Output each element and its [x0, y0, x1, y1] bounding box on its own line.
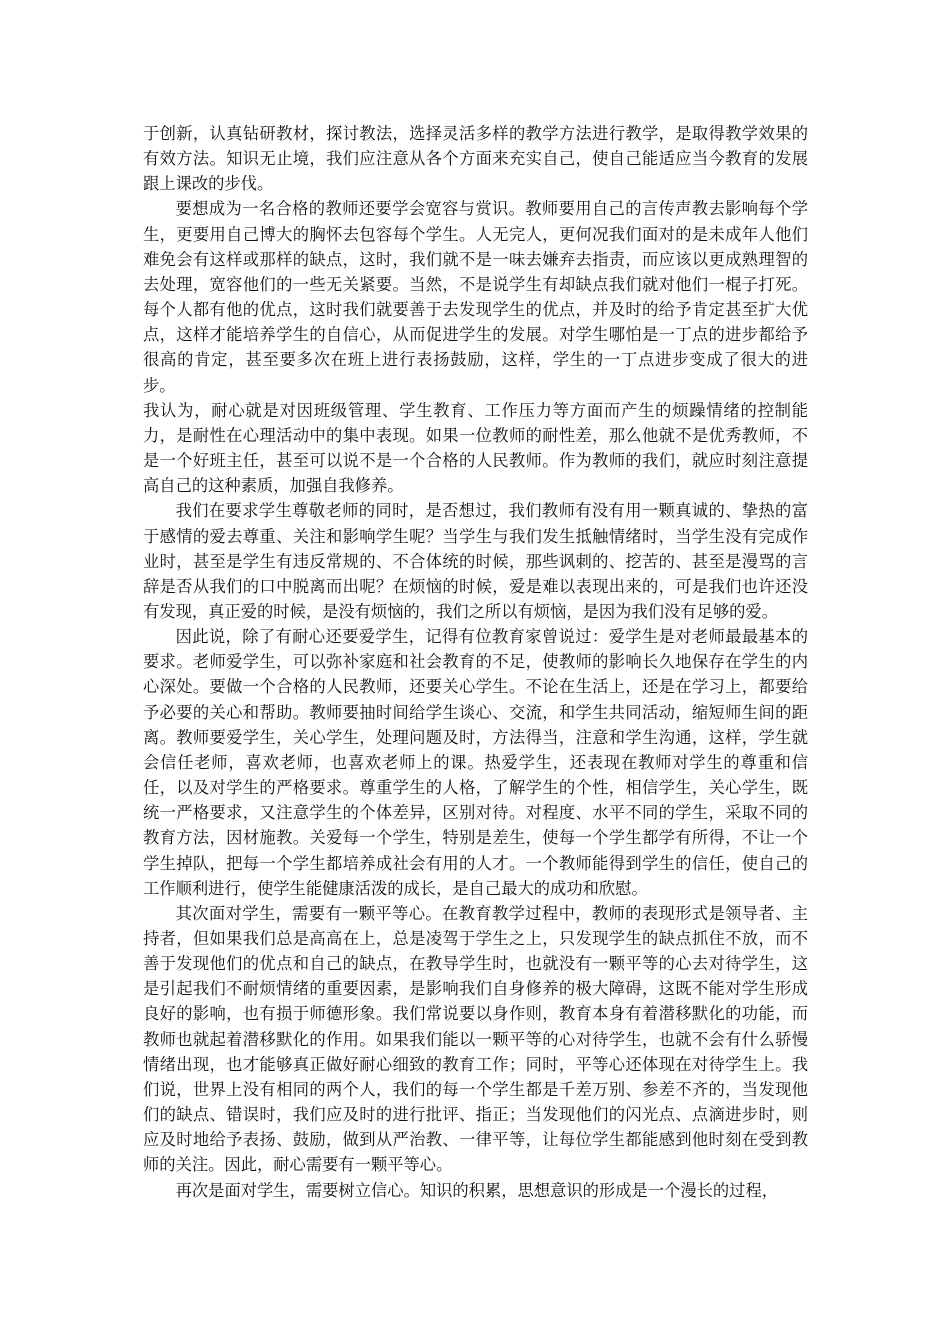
paragraph-2: 要想成为一名合格的教师还要学会宽容与赏识。教师要用自己的言传声教去影响每个学生，更要用自己博大的胸怀去包容每个学生。人无完人，更何况我们面对的是未成年人他们难免会有这样或那样的缺点，这时，我们就不是一味去嫌弃去指责，而应该以更成熟理智的去处理，宽容他们的一些无关紧要。当然，不是说学生有却缺点我们就对他们一棍子打死。每个人都有他的优点，这时我们就要善于去发现学生的优点，并及时的给予肯定甚至扩大优点，这样才能培养学生的自信心，从而促进学生的发展。对学生哪怕是一丁点的进步都给予很高的肯定，甚至要多次在班上进行表扬鼓励，这样，学生的一丁点进步变成了很大的进步。: [143, 199, 808, 395]
paragraph-5: 因此说，除了有耐心还要爱学生，记得有位教育家曾说过：爱学生是对老师最最基本的要求。老师爱学生，可以弥补家庭和社会教育的不足，使教师的影响长久地保存在学生的内心深处。要做一个合格的人民教师，还要关心学生。不论在生活上，还是在学习上，都要给予必要的关心和帮助。教师要抽时间给学生谈心、交流，和学生共同活动，缩短师生间的距离。教师要爱学生，关心学生，处理问题及时，方法得当，注意和学生沟通，这样，学生就会信任老师，喜欢老师，也喜欢老师上的课。热爱学生，还表现在教师对学生的尊重和信任，以及对学生的严格要求。尊重学生的人格，了解学生的个性，相信学生，关心学生，既统一严格要求，又注意学生的个体差异，区别对待。对程度、水平不同的学生，采取不同的教育方法，因材施教。关爱每一个学生，特别是差生，使每一个学生都学有所得，不让一个学生掉队，把每一个学生都培养成社会有用的人才。一个教师能得到学生的信任，使自己的工作顺利进行，使学生能健康活泼的成长，是自己最大的成功和欣慰。: [143, 627, 808, 898]
paragraph-6: 其次面对学生，需要有一颗平等心。在教育教学过程中，教师的表现形式是领导者、主持者，但如果我们总是高高在上，总是凌驾于学生之上，只发现学生的缺点抓住不放，而不善于发现他们的优点和自己的缺点，在教导学生时，也就没有一颗平等的心去对待学生，这是引起我们不耐烦情绪的重要因素，是影响我们自身修养的极大障碍，这既不能对学生形成良好的影响，也有损于师德形象。我们常说要以身作则，教育本身有着潜移默化的功能，而教师也就起着潜移默化的作用。如果我们能以一颗平等的心对待学生，也就不会有什么骄慢情绪出现，也才能够真正做好耐心细致的教育工作；同时，平等心还体现在对待学生上。我们说，世界上没有相同的两个人，我们的每一个学生都是千差万别、参差不齐的，当发现他们的缺点、错误时，我们应及时的进行批评、指正；当发现他们的闪光点、点滴进步时，则应及时地给予表扬、鼓励，做到从严治教、一律平等，让每位学生都能感到他时刻在受到教师的关注。因此，耐心需要有一颗平等心。: [143, 903, 808, 1175]
paragraph-7: 再次是面对学生，需要树立信心。知识的积累，思想意识的形成是一个漫长的过程，: [175, 1180, 779, 1200]
document-page: [143, 121, 808, 1203]
paragraph-3: 我认为，耐心就是对因班级管理、学生教育、工作压力等方面而产生的烦躁情绪的控制能力，是耐性在心理活动中的集中表现。如果一位教师的耐性差，那么他就不是优秀教师，不是一个好班主任，甚至可以说不是一个合格的人民教师。作为教师的我们，就应时刻注意提高自己的这种素质，加强自我修养。: [143, 400, 808, 496]
paragraph-4: 我们在要求学生尊敬老师的同时，是否想过，我们教师有没有用一颗真诚的、挚热的富于感情的爱去尊重、关注和影响学生呢？当学生与我们发生抵触情绪时，当学生没有完成作业时，甚至是学生有违反常规的、不合体统的时候，那些讽刺的、挖苦的、甚至是漫骂的言辞是否从我们的口中脱离而出呢？在烦恼的时候，爱是难以表现出来的，可是我们也许还没有发现，真正爱的时候，是没有烦恼的，我们之所以有烦恼，是因为我们没有足够的爱。: [143, 501, 808, 621]
paragraph-1: 于创新，认真钻研教材，探讨教法，选择灵活多样的教学方法进行教学，是取得教学效果的有效方法。知识无止境，我们应注意从各个方面来充实自己，使自己能适应当今教育的发展跟上课改的步伐。: [143, 124, 808, 194]
